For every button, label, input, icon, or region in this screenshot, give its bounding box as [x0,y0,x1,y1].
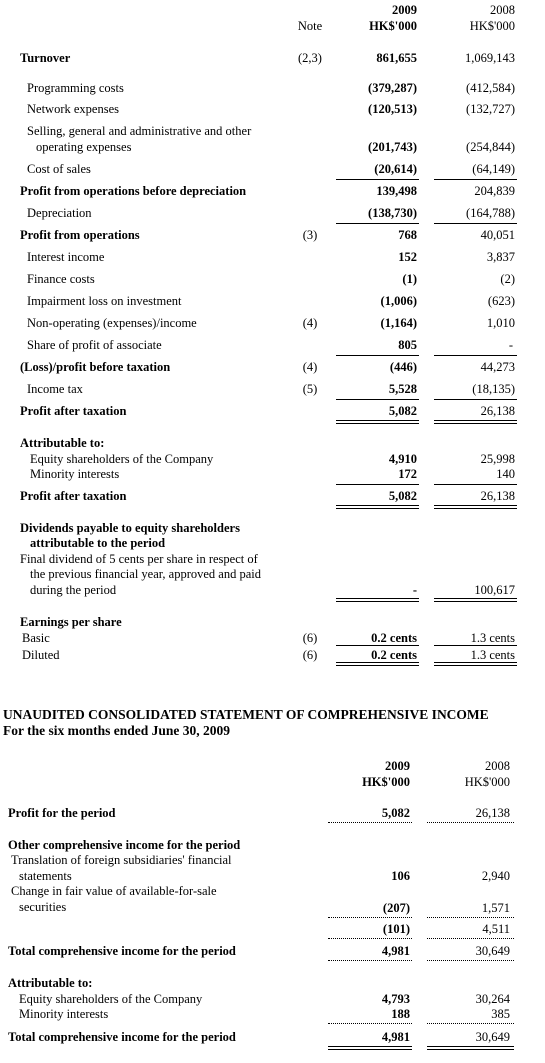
eps-basic-2008: 1.3 cents [470,631,515,645]
row-label-pfo: Profit from operations [20,228,140,242]
row-2008-network-expenses: (132,727) [466,102,515,116]
comp-fair-value-line2: securities [19,900,67,914]
comp-profit-label: Profit for the period [8,806,116,820]
row-2009-turnover: 861,655 [376,51,417,65]
row-label-sga-line2: operating expenses [36,140,132,154]
comp-header-2008-unit: HK$'000 [464,775,510,789]
dividends-text-line3: during the period [30,583,117,597]
row-note-income-tax: (5) [302,382,318,396]
rule-2008 [434,179,517,180]
comp-header-2009-unit: HK$'000 [362,775,410,789]
comp-equity-label: Equity shareholders of the Company [19,992,203,1006]
dotted-rule-2008 [427,917,514,918]
row-note-turnover: (2,3) [298,51,322,65]
comp-attr-heading: Attributable to: [8,976,93,990]
rule-2008 [434,399,517,400]
row-label-pat: Profit after taxation [20,404,127,418]
comp-minority-2008: 385 [491,1007,510,1021]
comp-total-2009: 4,981 [381,944,410,958]
row-2008-pfo: 40,051 [480,228,515,242]
double-rule-2009 [328,1046,412,1050]
comp-header-2009-year: 2009 [385,759,410,773]
header-2009-unit: HK$'000 [369,19,417,33]
dotted-rule-2008 [427,822,514,823]
comp-total-2008: 30,649 [475,944,510,958]
double-rule-2009 [336,662,419,666]
eps-diluted-2009: 0.2 cents [371,648,417,662]
attributable-total-2008: 26,138 [480,489,515,503]
row-2008-pbt: 44,273 [480,360,515,374]
dotted-rule-2008 [427,1023,514,1024]
rule-2008 [434,645,517,646]
row-label-cost-of-sales: Cost of sales [27,162,91,176]
dotted-rule-2008 [427,960,514,961]
attributable-total-label: Profit after taxation [20,489,127,503]
comp-fair-value-2009: (207) [382,901,410,915]
rule-2008 [434,484,517,485]
row-2008-pat: 26,138 [480,404,515,418]
dividends-2008: 100,617 [474,583,515,597]
eps-basic-2009: 0.2 cents [371,631,417,645]
comp-total2-2008: 30,649 [475,1030,510,1044]
dotted-rule-2009 [328,1023,412,1024]
row-2009-finance-costs: (1) [402,272,417,286]
header-2008-unit: HK$'000 [469,19,515,33]
rule-2008 [434,223,517,224]
row-label-turnover: Turnover [20,51,71,65]
row-2009-cost-of-sales: (20,614) [374,162,417,176]
eps-diluted-2008: 1.3 cents [470,648,515,662]
rule-2008 [434,355,517,356]
row-2009-sga: (201,743) [368,140,417,154]
row-2008-income-tax: (18,135) [472,382,515,396]
row-label-sga-line1: Selling, general and administrative and other [27,124,252,138]
row-label-impairment: Impairment loss on investment [27,294,182,308]
attributable-equity-2008: 25,998 [480,452,515,466]
dotted-rule-2009 [328,917,412,918]
double-rule-2008 [434,420,517,424]
double-rule-2008 [434,505,517,509]
row-2009-income-tax: 5,528 [388,382,417,396]
comp-oci-heading: Other comprehensive income for the period [8,838,241,852]
comp-fair-value-2008: 1,571 [481,901,510,915]
row-2008-interest-income: 3,837 [486,250,515,264]
row-label-depreciation: Depreciation [27,206,92,220]
eps-basic-label: Basic [22,631,50,645]
rule-2009 [336,399,419,400]
row-2009-pfo: 768 [398,228,417,242]
comp-subtotal-2008: 4,511 [482,922,510,936]
comp-total2-2009: 4,981 [381,1030,410,1044]
header-2008-year: 2008 [490,3,515,17]
row-2009-pat: 5,082 [388,404,417,418]
comp-equity-2009: 4,793 [381,992,410,1006]
row-note-pfo: (3) [302,228,318,242]
dividends-heading-line1: Dividends payable to equity shareholders [20,521,240,535]
rule-2009 [336,223,419,224]
row-2009-depreciation: (138,730) [368,206,417,220]
comp-translation-line1: Translation of foreign subsidiaries' financial [11,853,232,867]
comp-minority-2009: 188 [391,1007,410,1021]
row-2009-pbt: (446) [389,360,417,374]
comp-header-2008-year: 2008 [485,759,510,773]
row-label-pfo-before-dep: Profit from operations before depreciation [20,184,247,198]
attributable-minority-2009: 172 [398,467,417,481]
double-rule-2009 [336,420,419,424]
row-2009-interest-income: 152 [398,250,417,264]
row-label-income-tax: Income tax [27,382,83,396]
attributable-minority-label: Minority interests [30,467,120,481]
eps-diluted-note: (6) [302,648,318,662]
attributable-heading: Attributable to: [20,436,105,450]
double-rule-2009 [336,598,419,602]
double-rule-2008 [434,598,517,602]
row-label-programming-costs: Programming costs [27,81,124,95]
row-2009-programming-costs: (379,287) [368,81,417,95]
row-2008-cost-of-sales: (64,149) [472,162,515,176]
dividends-2009: - [412,583,417,597]
rule-2009 [336,179,419,180]
row-label-finance-costs: Finance costs [27,272,95,286]
double-rule-2008 [427,1046,514,1050]
attributable-total-2009: 5,082 [388,489,417,503]
dividends-text-line2: the previous financial year, approved and paid [30,567,262,581]
comp-total-label: Total comprehensive income for the period [8,944,236,958]
eps-heading: Earnings per share [20,615,122,629]
rule-2009 [336,484,419,485]
comp-subtotal-2009: (101) [382,922,410,936]
dividends-heading-line2: attributable to the period [30,536,166,550]
dividends-text-line1: Final dividend of 5 cents per share in respect of [20,552,258,566]
row-2008-turnover: 1,069,143 [465,51,515,65]
double-rule-2009 [336,505,419,509]
comp-translation-line2: statements [19,869,72,883]
row-2008-programming-costs: (412,584) [466,81,515,95]
comprehensive-title: UNAUDITED CONSOLIDATED STATEMENT OF COMPREHENSIVE INCOME [3,707,489,722]
row-2009-associate: 805 [398,338,417,352]
dotted-rule-2009 [328,822,412,823]
comp-profit-2008: 26,138 [475,806,510,820]
dotted-rule-2008 [427,938,514,939]
comp-profit-2009: 5,082 [381,806,410,820]
row-2009-network-expenses: (120,513) [368,102,417,116]
dotted-rule-2009 [328,960,412,961]
dotted-rule-2009 [328,938,412,939]
comp-total2-label: Total comprehensive income for the period [8,1030,236,1044]
row-label-non-operating: Non-operating (expenses)/income [27,316,197,330]
row-label-associate: Share of profit of associate [27,338,162,352]
attributable-minority-2008: 140 [496,467,515,481]
comp-translation-2008: 2,940 [481,869,510,883]
rule-2009 [336,645,419,646]
row-note-non-operating: (4) [302,316,318,330]
row-2009-non-operating: (1,164) [380,316,417,330]
row-2008-pfo-before-dep: 204,839 [474,184,515,198]
comp-translation-2009: 106 [391,869,410,883]
comp-equity-2008: 30,264 [475,992,510,1006]
row-2008-sga: (254,844) [466,140,515,154]
row-2008-impairment: (623) [487,294,515,308]
attributable-equity-label: Equity shareholders of the Company [30,452,214,466]
row-note-pbt: (4) [302,360,318,374]
row-2009-impairment: (1,006) [380,294,417,308]
row-2008-associate: - [508,338,513,352]
row-2009-pfo-before-dep: 139,498 [376,184,417,198]
comp-fair-value-line1: Change in fair value of available-for-sale [11,884,217,898]
comp-minority-label: Minority interests [19,1007,109,1021]
row-2008-non-operating: 1,010 [486,316,515,330]
rule-2009 [336,355,419,356]
row-label-network-expenses: Network expenses [27,102,119,116]
eps-basic-note: (6) [302,631,318,645]
eps-diluted-label: Diluted [22,648,60,662]
row-2008-finance-costs: (2) [500,272,515,286]
row-label-interest-income: Interest income [27,250,105,264]
attributable-equity-2009: 4,910 [388,452,417,466]
comprehensive-subtitle: For the six months ended June 30, 2009 [3,723,231,738]
row-2008-depreciation: (164,788) [466,206,515,220]
double-rule-2008 [434,662,517,666]
header-2009-year: 2009 [392,3,417,17]
row-label-pbt: (Loss)/profit before taxation [20,360,171,374]
note-column-header: Note [297,19,323,33]
